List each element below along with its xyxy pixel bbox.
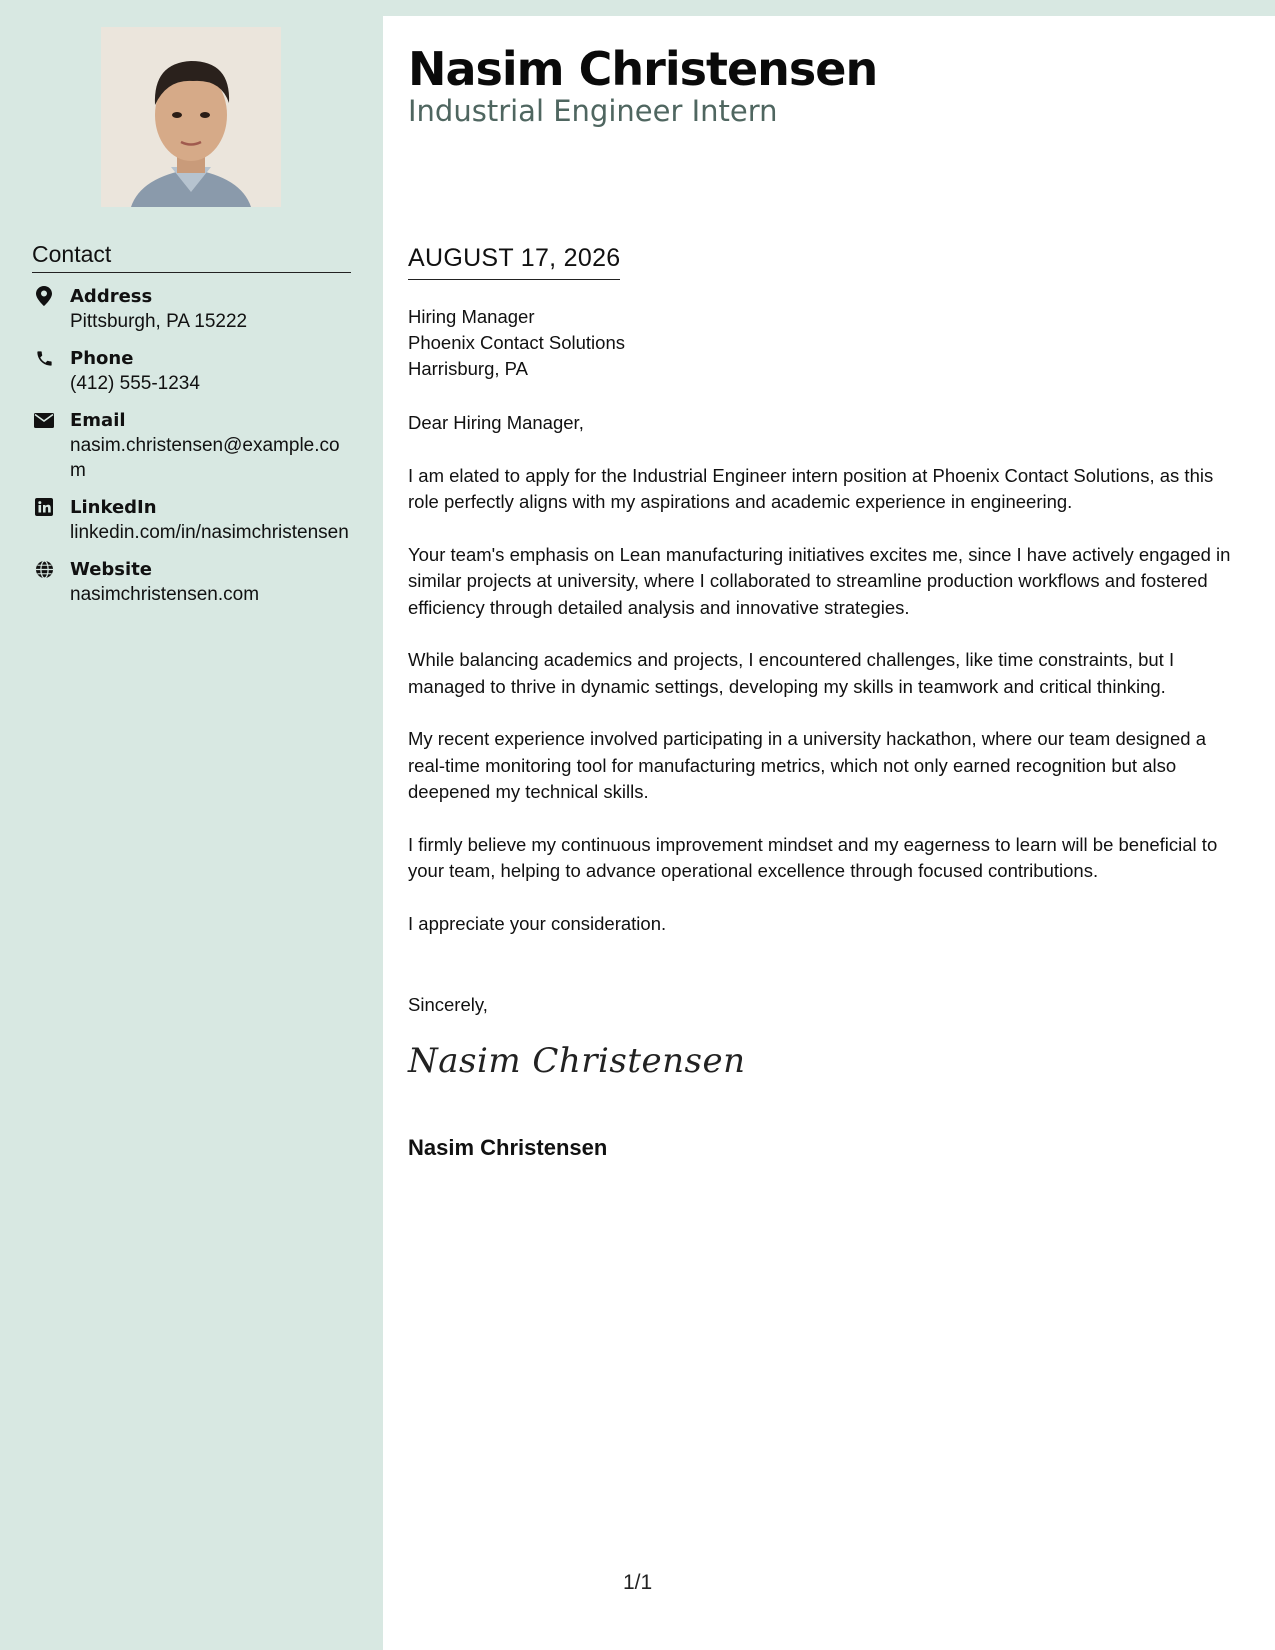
linkedin-icon <box>34 497 54 517</box>
contact-item-address <box>32 284 352 334</box>
body-paragraph: Your team's emphasis on Lean manufacturing initiatives excites me, since I have actively engaged in similar projects at university, where I collaborated to streamline production workflows and fostered efficiency through detailed analysis and innovative strategies. <box>408 543 1231 618</box>
contact-label: Website <box>70 559 153 580</box>
contact-value: (412) 555-1234 <box>70 373 200 394</box>
contact-value: Pittsburgh, PA 15222 <box>70 311 248 332</box>
letter-date: AUGUST 17, 2026 <box>408 244 620 280</box>
page-number: 1/1 <box>623 1571 653 1594</box>
recipient-line: Phoenix Contact Solutions <box>408 332 625 353</box>
contact-label: LinkedIn <box>70 497 157 518</box>
contact-item-email <box>32 408 352 483</box>
printed-name: Nasim Christensen <box>408 1135 608 1160</box>
letter-page <box>383 16 1275 1650</box>
contact-list <box>32 284 352 619</box>
contact-item-website <box>32 557 352 607</box>
recipient-line: Hiring Manager <box>408 306 535 327</box>
body-paragraph: I am elated to apply for the Industrial Engineer intern position at Phoenix Contact Solutions, as this role perfectly aligns with my aspirations and academic experience in engineering. <box>408 464 1214 512</box>
body-paragraph: I appreciate your consideration. <box>408 912 667 934</box>
contact-label: Phone <box>70 348 134 369</box>
signature: Nasim Christensen <box>408 1041 746 1081</box>
body-paragraph: I firmly believe my continuous improvement mindset and my eagerness to learn will be beneficial to your team, helping to advance operational excellence through focused contributions. <box>408 833 1218 881</box>
contact-label: Address <box>70 286 153 307</box>
applicant-name: Nasim Christensen <box>408 42 878 96</box>
contact-value[interactable]: linkedin.com/in/nasimchristensen <box>70 522 349 543</box>
body-paragraph: While balancing academics and projects, I encountered challenges, like time constraints, but I managed to thrive in dynamic settings, developing my skills in teamwork and critical thinking. <box>408 649 1175 697</box>
recipient-block <box>408 304 625 382</box>
job-title: Industrial Engineer Intern <box>408 94 778 128</box>
profile-photo <box>101 27 281 207</box>
contact-value[interactable]: nasim.christensen@example.com <box>70 435 340 481</box>
sidebar <box>0 0 383 1650</box>
contact-item-phone <box>32 346 352 396</box>
globe-icon <box>34 559 54 579</box>
map-pin-icon <box>34 286 54 306</box>
recipient-line: Harrisburg, PA <box>408 358 528 379</box>
envelope-icon <box>34 410 54 430</box>
phone-icon <box>34 348 54 368</box>
closing: Sincerely, <box>408 994 488 1015</box>
contact-value[interactable]: nasimchristensen.com <box>70 584 260 605</box>
letter-body <box>408 410 1238 963</box>
body-paragraph: My recent experience involved participating in a university hackathon, where our team designed a real-time monitoring tool for manufacturing metrics, which not only earned recognition but also deepened my technical skills. <box>408 728 1207 802</box>
salutation: Dear Hiring Manager, <box>408 412 584 433</box>
contact-heading: Contact <box>32 241 351 273</box>
contact-label: Email <box>70 410 126 431</box>
contact-item-linkedin <box>32 495 352 545</box>
